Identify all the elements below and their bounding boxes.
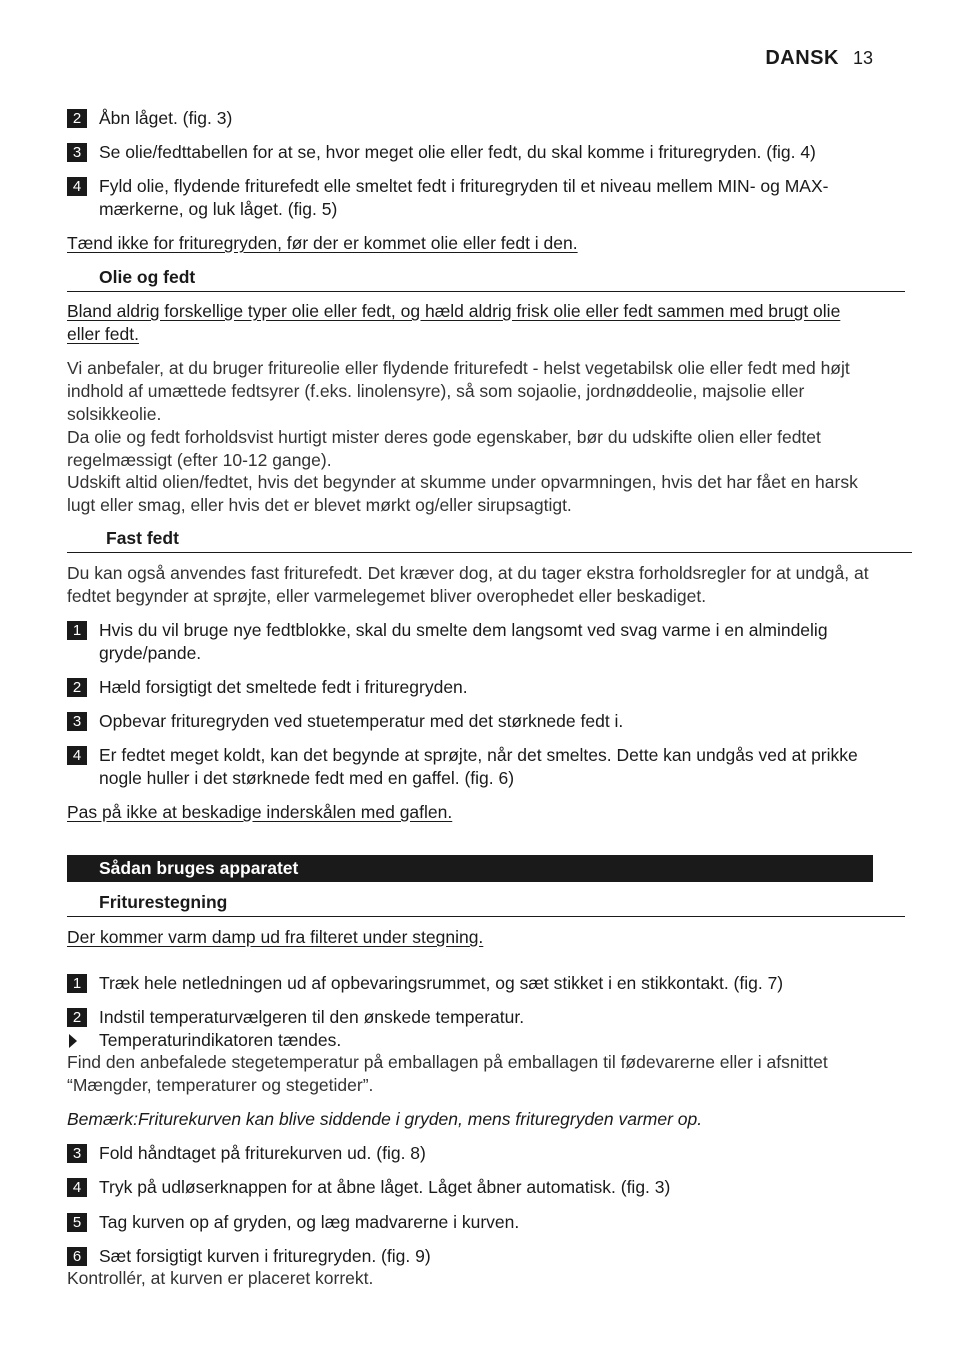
step-item	[67, 619, 905, 665]
paragraph: Da olie og fedt forholdsvist hurtigt mister deres gode egenskaber, bør du udskifte olien eller fedtet regelmæssigt (efter 10-12 gange).	[67, 427, 821, 470]
page-number: 13	[852, 48, 873, 68]
step-item	[67, 676, 905, 699]
step-text: Fold håndtaget på friturekurven ud. (fig. 8)	[99, 1143, 426, 1163]
step-text: Opbevar frituregryden ved stuetemperatur med det størknede fedt i.	[99, 711, 624, 731]
warning-text: Pas på ikke at beskadige inderskålen med gaflen.	[67, 802, 453, 822]
paragraph: Du kan også anvendes fast friturefedt. Det kræver dog, at du tager ekstra forholdsregler for at undgå, at fedtet begynder at sprøjte, eller varmelegemet bliver overophedet eller beskadiget.	[67, 563, 869, 606]
step-text: Se olie/fedttabellen for at se, hvor meget olie eller fedt, du skal komme i frituregryden. (fig. 4)	[99, 142, 816, 162]
step-number: 3	[67, 712, 87, 731]
paragraph: Vi anbefaler, at du bruger fritureolie eller flydende friturefedt - helst vegetabilsk olie eller fedt med højt indhold af umættede fedtsyrer (f.eks. linolensyre), så som sojaolie, jordnøddeolie, majsolie eller solsikkeolie.	[67, 358, 850, 424]
step-item	[67, 1142, 905, 1165]
step-text: Træk hele netledningen ud af opbevaringsrummet, og sæt stikket i en stikkontakt. (fig. 7)	[99, 973, 784, 993]
step-number: 3	[67, 143, 87, 162]
step-text: Fyld olie, flydende friturefedt elle smeltet fedt i frituregryden til et niveau mellem MIN- og MAX-mærkerne, og luk låget. (fig. 5)	[99, 176, 829, 219]
paragraph: Kontrollér, at kurven er placeret korrekt.	[67, 1268, 374, 1288]
step-text: Tryk på udløserknappen for at åbne låget. Låget åbner automatisk. (fig. 3)	[99, 1177, 671, 1197]
step-text: Tag kurven op af gryden, og læg madvarerne i kurven.	[99, 1212, 520, 1232]
step-number: 5	[67, 1213, 87, 1232]
paragraph: Udskift altid olien/fedtet, hvis det begynder at skumme under opvarmningen, hvis det har fået en harsk lugt eller smag, eller hvis det er blevet mørkt og/eller sirupsagtigt.	[67, 472, 858, 515]
note-text: Bemærk:Friturekurven kan blive siddende i gryden, mens frituregryden varmer op.	[67, 1109, 703, 1129]
warning-text: Tænd ikke for frituregryden, før der er kommet olie eller fedt i den.	[67, 233, 578, 253]
section-bar-title: Sådan bruges apparatet	[99, 858, 299, 878]
bullet-item	[67, 1029, 905, 1052]
warning-text: Bland aldrig forskellige typer olie eller fedt, og hæld aldrig frisk olie eller fedt sammen med brugt olie eller fedt.	[67, 301, 841, 344]
step-item	[67, 1211, 905, 1234]
step-number: 3	[67, 1144, 87, 1163]
step-item	[67, 744, 905, 790]
step-item	[67, 1006, 905, 1029]
section-heading-fast: Fast fedt	[67, 527, 912, 553]
step-number: 4	[67, 746, 87, 765]
step-text: Sæt forsigtigt kurven i frituregryden. (fig. 9)	[99, 1246, 431, 1266]
step-text: Åbn låget. (fig. 3)	[99, 108, 233, 128]
page-header	[765, 47, 873, 70]
language-label: DANSK	[765, 47, 839, 69]
step-number: 1	[67, 974, 87, 993]
step-item	[67, 710, 905, 733]
section-heading-olie: Olie og fedt	[67, 266, 905, 292]
step-number: 2	[67, 109, 87, 128]
step-number: 4	[67, 1178, 87, 1197]
step-number: 1	[67, 621, 87, 640]
step-text: Hvis du vil bruge nye fedtblokke, skal du smelte dem langsomt ved svag varme i en almindelig gryde/pande.	[99, 620, 828, 663]
step-number: 6	[67, 1247, 87, 1266]
step-text: Hæld forsigtigt det smeltede fedt i frituregryden.	[99, 677, 468, 697]
bullet-text: Temperaturindikatoren tændes.	[99, 1030, 342, 1050]
step-item	[67, 1245, 905, 1268]
step-item	[67, 141, 905, 164]
warning-text: Der kommer varm damp ud fra filteret under stegning.	[67, 927, 484, 947]
step-item	[67, 175, 905, 221]
step-item	[67, 972, 905, 995]
step-item	[67, 107, 905, 130]
step-item	[67, 1176, 905, 1199]
step-text: Indstil temperaturvælgeren til den ønskede temperatur.	[99, 1007, 525, 1027]
paragraph: Find den anbefalede stegetemperatur på emballagen på emballagen til fødevarerne eller i afsnittet “Mængder, temperaturer og stegetider”.	[67, 1052, 828, 1095]
triangle-bullet-icon	[69, 1034, 77, 1048]
section-heading-frit: Friturestegning	[67, 891, 905, 917]
section-bar	[67, 855, 873, 882]
step-text: Er fedtet meget koldt, kan det begynde at sprøjte, når det smeltes. Dette kan undgås ved at prikke nogle huller i det størknede fedt med en gaffel. (fig. 6)	[99, 745, 858, 788]
step-number: 2	[67, 678, 87, 697]
step-number: 2	[67, 1008, 87, 1027]
step-number: 4	[67, 177, 87, 196]
